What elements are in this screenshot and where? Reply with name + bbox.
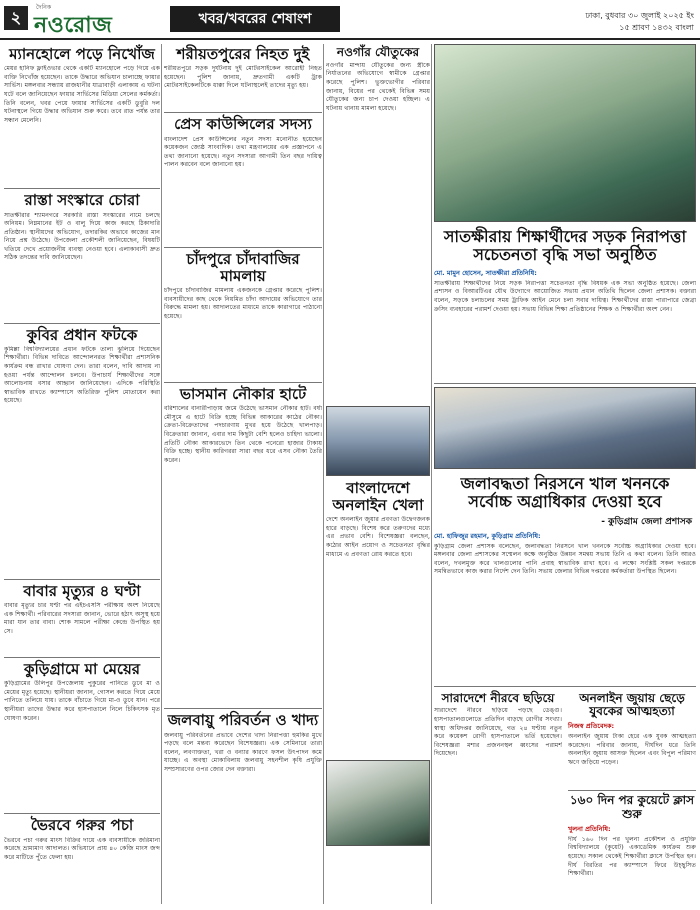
column-divider: [161, 44, 162, 904]
article-body: কুড়িগ্রাম জেলা প্রশাসক বলেছেন, জলাবদ্ধতা নিরসনে খাল খননকে সর্বোচ্চ অগ্রাধিকার দেওয়া হবে। মঙ্গলবার জেলা প্রশাসকের সম্মেলন কক্ষে অনুষ্ঠিত উন্নয়ন সমন্বয় সভায় তিনি এ কথা বলেন। তিনি আরও বলেন, দখলমুক্ত করে খালগুলোর পানি প্রবাহ স্বাভাবিক রাখা হবে। এ লক্ষ্যে সংশ্লিষ্ট সকল দপ্তরকে সমন্বিতভাবে কাজ করার নির্দেশ দেন তিনি। সভায় জেলার বিভিন্ন দপ্তরের কর্মকর্তারা উপস্থিত ছিলেন।: [434, 542, 696, 576]
article-body: সাতক্ষীরার শ্যামনগরে সরকারি রাস্তা সংস্কারের নামে চলছে অনিয়ম। নিম্নমানের ইট ও বালু দিয়ে কাজ করছে ঠিকাদারি প্রতিষ্ঠান। স্থানীয়দের অভিযোগ, তদারকির অভাবে কাজের মান নিয়ে প্রশ্ন উঠেছে। উপজেলা প্রকৌশলী জানিয়েছেন, বিষয়টি খতিয়ে দেখে প্রয়োজনীয় ব্যবস্থা নেওয়া হবে। এলাকাবাসী দ্রুত সঠিক তদন্তের দাবি জানিয়েছেন।: [4, 211, 160, 262]
article-headline[interactable]: প্রেস কাউন্সিলের সদস্য: [174, 115, 312, 134]
article-body: বাবার মৃত্যুর চার ঘণ্টা পর এইচএসসি পরীক্ষায় অংশ নিয়েছে এক শিক্ষার্থী। পরিবারের সদস্যরা জানান, ভোরে হঠাৎ অসুস্থ হয়ে মারা যান তার বাবা। শোক সামলে পরীক্ষা কেন্দ্রে উপস্থিত হয় সে।: [4, 602, 160, 635]
column-2: [164, 44, 322, 910]
article-headline[interactable]: বাবার মৃত্যুর ৪ ঘণ্টা: [23, 581, 141, 600]
article-body: বরিশালের বানারীপাড়ায় জমে উঠেছে ভাসমান নৌকার হাট। বর্ষা মৌসুমে এ হাটে বিক্রি হচ্ছে বিভিন্ন আকারের কাঠের নৌকা। ক্রেতা-বিক্রেতাদের পদচারণায় মুখর হয়ে উঠেছে খালপাড়। বিক্রেতারা জানান, এবার দাম কিছুটা বেশি হলেও চাহিদা ভালো। প্রতিটি নৌকা আকারভেদে তিন থেকে পনেরো হাজার টাকায় বিক্রি হচ্ছে। স্থানীয় কারিগররা সারা বছর ধরে এসব নৌকা তৈরি করেন।: [164, 405, 322, 464]
article-headline[interactable]: জলাবদ্ধতা নিরসনে খাল খননকে সর্বোচ্চ অগ্রাধিকার দেওয়া হবে: [460, 473, 670, 512]
divider: [164, 112, 322, 113]
article-body: বাংলাদেশ প্রেস কাউন্সিলের নতুন সদস্য মনোনীত হয়েছেন কয়েকজন জ্যেষ্ঠ সাংবাদিক। তথ্য মন্ত্রণালয়ের এক প্রজ্ঞাপনে এ তথ্য জানানো হয়েছে। নতুন সদস্যরা আগামী তিন বছর দায়িত্ব পালন করবেন বলে জানানো হয়।: [164, 135, 322, 169]
article-body: কুড়িগ্রামের উলিপুর উপজেলায় পুকুরের পানিতে ডুবে মা ও মেয়ের মৃত্যু হয়েছে। স্থানীয়রা জানান, গোসল করতে গিয়ে মেয়ে পানিতে তলিয়ে যায়। তাকে বাঁচাতে গিয়ে মা-ও ডুবে যান। পরে স্থানীয়রা তাদের উদ্ধার করে হাসপাতালে নিলে চিকিৎসক মৃত ঘোষণা করেন।: [4, 680, 160, 722]
lead-photo: [434, 44, 696, 222]
paper-small-label: দৈনিক: [36, 4, 52, 11]
article-byline: মো. হাফিজুর রহমান, কুড়িগ্রাম প্রতিনিধি:: [434, 531, 541, 540]
article-headline[interactable]: জলবায়ু পরিবর্তন ও খাদ্য: [167, 711, 319, 730]
news-photo: [434, 387, 696, 469]
divider: [164, 382, 322, 383]
article-body: জলবায়ু পরিবর্তনের প্রভাবে দেশের খাদ্য নিরাপত্তা হুমকির মুখে পড়ছে বলে মন্তব্য করেছেন বিশেষজ্ঞরা। এক সেমিনারে তারা বলেন, লবণাক্ততা, খরা ও বন্যার কারণে ফসল উৎপাদন কমে যাচ্ছে। এ অবস্থা মোকাবিলায় জলবায়ু সহনশীল কৃষি প্রযুক্তি সম্প্রসারণের ওপর জোর দেন বক্তারা।: [164, 731, 322, 773]
article-body: মেয়র হানিফ ফ্লাইওভার থেকে একটি ম্যানহোলে পড়ে গিয়ে এক ব্যক্তি নিখোঁজ হয়েছেন। তাকে উদ্ধারে অভিযান চালাচ্ছে ফায়ার সার্ভিস। মঙ্গলবার সন্ধ্যায় রাজধানীর যাত্রাবাড়ী এলাকায় এ ঘটনা ঘটে বলে জানিয়েছেন ফায়ার সার্ভিসের মিডিয়া সেলের কর্মকর্তা। তিনি বলেন, খবর পেয়ে ফায়ার সার্ভিসের একটি ডুবুরি দল ঘটনাস্থলে গিয়ে উদ্ধার অভিযান শুরু করে। তবে রাত পর্যন্ত তার সন্ধান মেলেনি।: [4, 65, 160, 124]
column-4: [434, 44, 696, 906]
divider: [4, 188, 160, 189]
article-body: কুমিল্লা বিশ্ববিদ্যালয়ের প্রধান ফটকে তালা ঝুলিয়ে দিয়েছেন শিক্ষার্থীরা। বিভিন্ন দাবিতে আন্দোলনরত শিক্ষার্থীরা প্রশাসনিক কার্যক্রম বন্ধ রাখার ঘোষণা দেন। তারা বলেন, দাবি আদায় না হওয়া পর্যন্ত আন্দোলন চলবে। উপাচার্য শিক্ষার্থীদের সঙ্গে আলোচনায় বসার আহ্বান জানিয়েছেন। এদিকে পরিস্থিতি স্বাভাবিক রাখতে ক্যাম্পাসে অতিরিক্ত পুলিশ মোতায়েন করা হয়েছে।: [4, 345, 160, 405]
article-body: দীর্ঘ ১৬০ দিন পর খুলনা প্রকৌশল ও প্রযুক্তি বিশ্ববিদ্যালয়ে (কুয়েট) একাডেমিক কার্যক্রম শুরু হয়েছে। সকাল থেকেই শিক্ষার্থীরা ক্লাসে উপস্থিত হন। দীর্ঘ বিরতির পর ক্যাম্পাসে ফিরে উচ্ছ্বসিত শিক্ষার্থীরা।: [568, 835, 696, 878]
divider: [4, 579, 160, 580]
divider: [4, 813, 160, 814]
divider: [568, 790, 696, 791]
column-1: [4, 44, 160, 887]
article-headline[interactable]: ১৬০ দিন পর কুয়েটে ক্লাস শুরু: [569, 793, 695, 821]
column-divider: [431, 44, 432, 904]
column-divider: [323, 44, 324, 904]
date-bangla: ১৫ শ্রাবণ ১৪৩২ বাংলা: [619, 23, 694, 32]
divider: [4, 657, 160, 658]
article-body: শরীয়তপুরে সড়ক দুর্ঘটনায় দুই মোটরসাইকেল আরোহী নিহত হয়েছেন। পুলিশ জানায়, দ্রুতগামী একটি ট্রাক মোটরসাইকেলটিকে ধাক্কা দিলে ঘটনাস্থলেই তাদের মৃত্যু হয়।: [164, 65, 322, 90]
article-body: দেশে অনলাইন জুয়ার প্রবণতা উদ্বেগজনক হারে বাড়ছে। বিশেষ করে তরুণদের মধ্যে এর প্রভাব বেশি। বিশেষজ্ঞরা বলছেন, কঠোর আইন প্রয়োগ ও সচেতনতা বৃদ্ধির মাধ্যমে এ প্রবণতা রোধ করতে হবে।: [326, 516, 430, 558]
article-byline: মো. মামুন হোসেন, সাতক্ষীরা প্রতিনিধি:: [434, 268, 537, 277]
article-headline[interactable]: ভাসমান নৌকার হাটে: [179, 385, 307, 403]
divider: [164, 708, 322, 709]
divider: [434, 686, 696, 687]
divider: [164, 247, 322, 248]
article-headline[interactable]: চাঁদপুরে চাঁদাবাজির মামলায়: [186, 249, 300, 285]
article-headline[interactable]: অনলাইন জুয়ায় ছেড়ে যুবকের আত্মহত্যা: [579, 690, 685, 719]
article-body: সারাদেশে নীরবে ছড়িয়ে পড়ছে ডেঙ্গু। হাসপাতালগুলোতে প্রতিদিন বাড়ছে রোগীর সংখ্যা। স্বাস্থ্য অধিদপ্তর জানিয়েছে, গত ২৪ ঘণ্টায় নতুন করে কয়েকশ রোগী হাসপাতালে ভর্তি হয়েছেন। বিশেষজ্ঞরা মশার প্রজননস্থল ধ্বংসের পরামর্শ দিয়েছেন।: [434, 707, 562, 758]
page-number: ২: [4, 6, 28, 30]
article-headline[interactable]: নওগাঁর যৌতুকের: [336, 45, 420, 59]
divider: [4, 323, 160, 324]
article-headline[interactable]: কুড়িগ্রামে মা মেয়ের: [23, 660, 141, 678]
article-byline: খুলনা প্রতিনিধি:: [568, 824, 611, 833]
news-photo: [326, 760, 430, 846]
article-headline[interactable]: সারাদেশে নীরবে ছড়িয়ে: [441, 690, 555, 705]
article-body: অনলাইন জুয়ায় টাকা হেরে এক যুবক আত্মহত্যা করেছেন। পরিবার জানায়, দীর্ঘদিন ধরে তিনি অনলাইন জুয়ায় আসক্ত ছিলেন এবং বিপুল পরিমাণ ঋণে জড়িয়ে পড়েন।: [568, 733, 696, 766]
article-subhead: - কুড়িগ্রাম জেলা প্রশাসক: [601, 516, 692, 527]
lead-headline[interactable]: সাতক্ষীরায় শিক্ষার্থীদের সড়ক নিরাপত্তা সচেতনতা বৃদ্ধি সভা অনুষ্ঠিত: [443, 227, 687, 265]
article-body: নওগাঁর মান্দায় যৌতুকের জন্য স্ত্রীকে নির্যাতনের অভিযোগে স্বামীকে গ্রেপ্তার করেছে পুলিশ। ভুক্তভোগীর পরিবার জানায়, বিয়ের পর থেকেই বিভিন্ন সময় যৌতুকের জন্য চাপ দেওয়া হচ্ছিল। এ ঘটনায় থানায় মামলা হয়েছে।: [326, 61, 430, 112]
article-headline[interactable]: শরীয়তপুরের নিহত দুই: [176, 45, 310, 63]
article-byline: নিজস্ব প্রতিবেদক:: [568, 722, 615, 731]
section-title: খবর/খবরের শেষাংশ: [170, 6, 340, 32]
article-body: সাতক্ষীরায় শিক্ষার্থীদের নিয়ে সড়ক নিরাপত্তা সচেতনতা বৃদ্ধি বিষয়ক এক সভা অনুষ্ঠিত হয়েছে। জেলা প্রশাসন ও বিআরটিএর যৌথ উদ্যোগে আয়োজিত সভায় প্রধান অতিথি ছিলেন জেলা প্রশাসক। বক্তারা বলেন, সড়কে চলাচলের সময় ট্রাফিক আইন মেনে চলা সবার দায়িত্ব। শিক্ষার্থীদের রাস্তা পারাপারে জেব্রা ক্রসিং ব্যবহারের পরামর্শ দেওয়া হয়। সভায় বিভিন্ন শিক্ষা প্রতিষ্ঠানের শিক্ষক ও শিক্ষার্থীরা অংশ নেন।: [434, 279, 696, 313]
article-headline[interactable]: ম্যানহোলে পড়ে নিখোঁজ: [9, 45, 155, 63]
article-headline[interactable]: বাংলাদেশে অনলাইন খেলা: [332, 478, 424, 515]
masthead: [0, 0, 700, 40]
column-3: [326, 44, 430, 846]
article-headline[interactable]: ভৈরবে গরুর পচা: [30, 816, 134, 835]
paper-logo: নওরোজ: [34, 12, 113, 38]
article-headline[interactable]: রাস্তা সংস্কারে চোরা: [24, 191, 140, 210]
article-headline[interactable]: কুবির প্রধান ফটকে: [26, 325, 138, 344]
news-photo: [326, 406, 430, 476]
article-body: চাঁদপুরে চাঁদাবাজির মামলায় একজনকে গ্রেপ্তার করেছে পুলিশ। ব্যবসায়ীদের কাছ থেকে নিয়মিত চাঁদা আদায়ের অভিযোগে তার বিরুদ্ধে মামলা হয়। আদালতের মাধ্যমে তাকে কারাগারে পাঠানো হয়েছে।: [164, 287, 322, 320]
date-gregorian: ঢাকা, বুধবার ৩০ জুলাই ২০২৫ ইং: [585, 11, 694, 20]
article-body: ভৈরবে পচা গরুর মাংস বিক্রির দায়ে এক ব্যবসায়ীকে জরিমানা করেছে ভ্রাম্যমাণ আদালত। অভিযানে প্রায় ৪০ কেজি মাংস জব্দ করে মাটিতে পুঁতে ফেলা হয়।: [4, 836, 160, 861]
divider: [434, 383, 696, 384]
